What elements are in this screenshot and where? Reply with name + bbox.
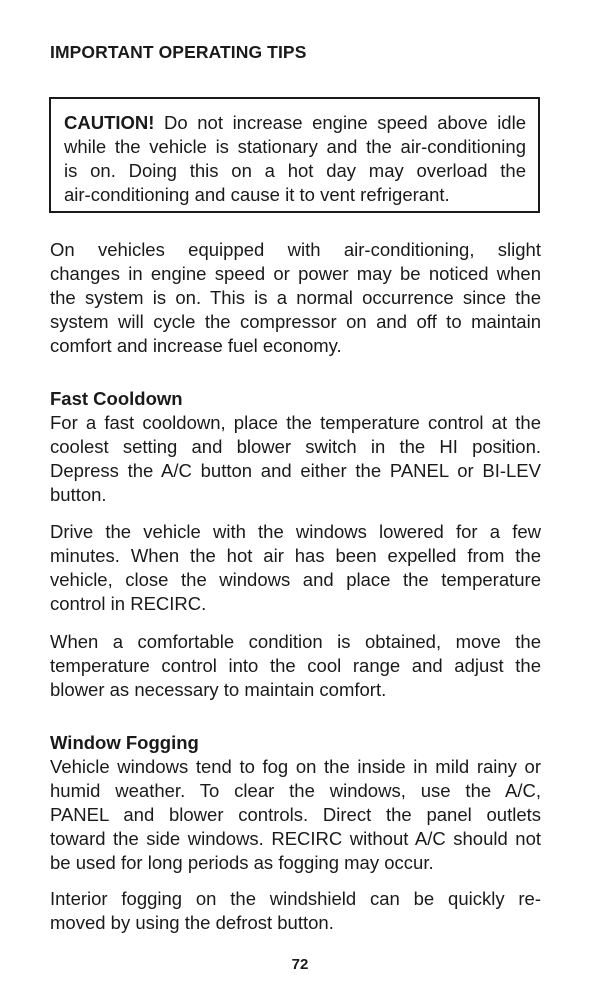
fogging-line: Interior fogging on the windshield can be quickly re-: [50, 888, 541, 909]
cooldown-line: control in RECIRC.: [50, 593, 207, 614]
cooldown-line: Drive the vehicle with the windows lowered for a few: [50, 521, 541, 542]
cooldown-line: blower as necessary to maintain comfort.: [50, 679, 387, 700]
cooldown-line: vehicle, close the windows and place the temperature: [50, 569, 541, 590]
caution-line: is on. Doing this on a hot day may overload the: [64, 160, 526, 181]
caution-line: air-conditioning and cause it to vent refrigerant.: [64, 184, 450, 205]
intro-line: changes in engine speed or power may be noticed when: [50, 263, 541, 284]
cooldown-line: minutes. When the hot air has been expelled from the: [50, 545, 541, 566]
fogging-line: toward the side windows. RECIRC without A/C should not: [50, 828, 541, 849]
cooldown-line: coolest setting and blower switch in the HI position.: [50, 436, 541, 457]
section-heading-window-fogging: Window Fogging: [50, 732, 199, 753]
cooldown-line: Depress the A/C button and either the PANEL or BI-LEV: [50, 460, 541, 481]
intro-line: comfort and increase fuel economy.: [50, 335, 342, 356]
intro-line: On vehicles equipped with air-conditioning, slight: [50, 239, 541, 260]
section-heading-fast-cooldown: Fast Cooldown: [50, 388, 183, 409]
fogging-line: moved by using the defrost button.: [50, 912, 334, 933]
cooldown-line: button.: [50, 484, 107, 505]
cooldown-line: temperature control into the cool range and adjust the: [50, 655, 541, 676]
caution-text: Do not increase engine speed above idle: [154, 112, 526, 133]
caution-line: while the vehicle is stationary and the air-conditioning: [64, 136, 526, 157]
caution-line: [64, 111, 526, 135]
cooldown-line: For a fast cooldown, place the temperature control at the: [50, 412, 541, 433]
intro-line: the system is on. This is a normal occurrence since the: [50, 287, 541, 308]
fogging-line: PANEL and blower controls. Direct the panel outlets: [50, 804, 541, 825]
caution-label: CAUTION!: [64, 112, 155, 133]
page-title: IMPORTANT OPERATING TIPS: [50, 42, 307, 62]
intro-line: system will cycle the compressor on and off to maintain: [50, 311, 541, 332]
fogging-line: Vehicle windows tend to fog on the inside in mild rainy or: [50, 756, 541, 777]
cooldown-line: When a comfortable condition is obtained, move the: [50, 631, 541, 652]
page-number: 72: [291, 956, 309, 973]
fogging-line: be used for long periods as fogging may occur.: [50, 852, 434, 873]
fogging-line: humid weather. To clear the windows, use the A/C,: [50, 780, 541, 801]
